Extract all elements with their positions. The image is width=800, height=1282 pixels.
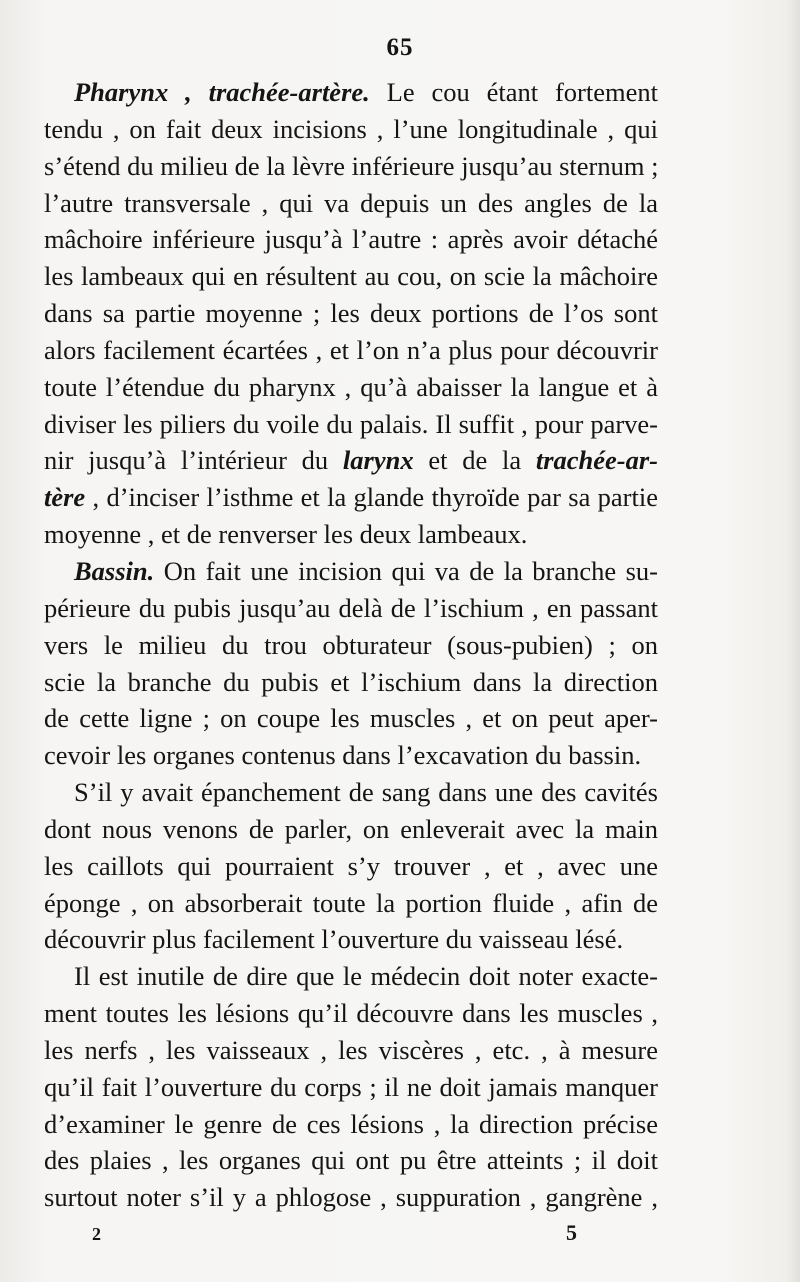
text-run: Le cou étant fortement [369,77,658,107]
text-run: diviser les piliers du voile du palais. Il suffit , pour parve- [44,408,658,439]
text-line [44,185,658,222]
text-run: qu’il fait l’ouverture du corps ; il ne doit jamais manquer [44,1071,658,1102]
text-run: vers le milieu du trou obturateur (sous-pubien) ; on [44,629,658,660]
text-line [44,369,658,406]
text-line [44,700,658,737]
text-run: S’il y avait épanchement de sang dans une des cavités [74,777,658,808]
text-line [44,479,658,516]
italic-run: tère [44,482,86,513]
text-line [44,295,658,332]
text-run: les nerfs , les vaisseaux , les viscères , etc. , à mesure [44,1034,658,1065]
text-run: mâchoire inférieure jusqu’à l’autre : après avoir détaché [44,224,658,255]
text-line [44,590,658,627]
text-run: s’étend du milieu de la lèvre inférieure jusqu’au sternum ; [44,150,658,181]
text-line [44,258,658,295]
text-run: On fait une incision qui va de la branche su- [154,555,658,586]
page-edge-shadow [786,0,800,1282]
text-line [44,811,658,848]
text-run: des plaies , les organes qui ont pu être atteints ; il doit [44,1145,658,1176]
text-line [44,885,658,922]
text-run: les caillots qui pourraient s’y trouver , et , avec une [44,850,658,881]
page-number: 65 [386,34,414,61]
text-run: ment toutes les lésions qu’il découvre dans les muscles , [44,998,658,1029]
text-line [44,332,658,369]
text-run: de cette ligne ; on coupe les muscles , et on peut aper- [44,703,658,734]
text-run: tendu , on fait deux incisions , l’une longitudinale , qui [44,113,658,144]
text-line [44,958,658,995]
text-run: éponge , on absorberait toute la portion fluide , afin de [44,887,658,918]
text-run: scie la branche du pubis et l’ischium dans la direction [44,666,658,697]
text-line [44,406,658,443]
text-line [44,1032,658,1069]
text-line [44,111,658,148]
text-run: dont nous venons de parler, on enleverait avec la main [44,813,658,844]
text-line [44,921,658,958]
text-line [44,995,658,1032]
italic-run: Pharynx , trachée-artère. [74,77,370,107]
text-run: nir jusqu’à l’intérieur du [44,445,343,476]
text-run: cevoir les organes contenus dans l’excavation du bassin. [44,740,642,771]
text-line [44,74,658,111]
text-line [44,516,658,553]
text-line [44,221,658,258]
italic-run: larynx [342,445,414,476]
text-run: les lambeaux qui en résultent au cou, on scie la mâchoire [44,261,658,292]
text-run: alors facilement écartées , et l’on n’a plus pour découvrir [44,334,658,365]
text-run: toute l’étendue du pharynx , qu’à abaisser la langue et à [44,371,658,402]
signature-mark: 2 [92,1224,101,1244]
body-text [44,74,658,1216]
text-run: d’examiner le genre de ces lésions , la direction précise [44,1108,658,1139]
text-run: périeure du pubis jusqu’au delà de l’ischium , en passant [44,592,658,623]
italic-run: trachée-ar- [535,445,658,476]
text-run: dans sa partie moyenne ; les deux portions de l’os sont [44,298,658,329]
sheet-number: 5 [566,1220,577,1245]
text-line [44,664,658,701]
text-run: Il est inutile de dire que le médecin doit noter exacte- [74,961,658,992]
text-run: découvrir plus facilement l’ouverture du vaisseau lésé. [44,924,624,955]
text-run: et de la [413,445,536,476]
text-line [44,1069,658,1106]
text-line [44,148,658,185]
text-line [44,1179,658,1216]
text-line [44,737,658,774]
text-line [44,442,658,479]
text-line [44,553,658,590]
italic-run: Bassin. [74,555,155,586]
text-run: moyenne , et de renverser les deux lambeaux. [44,519,528,550]
text-run: surtout noter s’il y a phlogose , suppuration , gangrène , [44,1182,658,1213]
text-run: , d’inciser l’isthme et la glande thyroïde par sa partie [85,482,658,513]
text-line [44,1142,658,1179]
text-run: l’autre transversale , qui va depuis un des angles de la [44,187,658,218]
text-line [44,627,658,664]
text-line [44,774,658,811]
text-line [44,1106,658,1143]
text-line [44,848,658,885]
